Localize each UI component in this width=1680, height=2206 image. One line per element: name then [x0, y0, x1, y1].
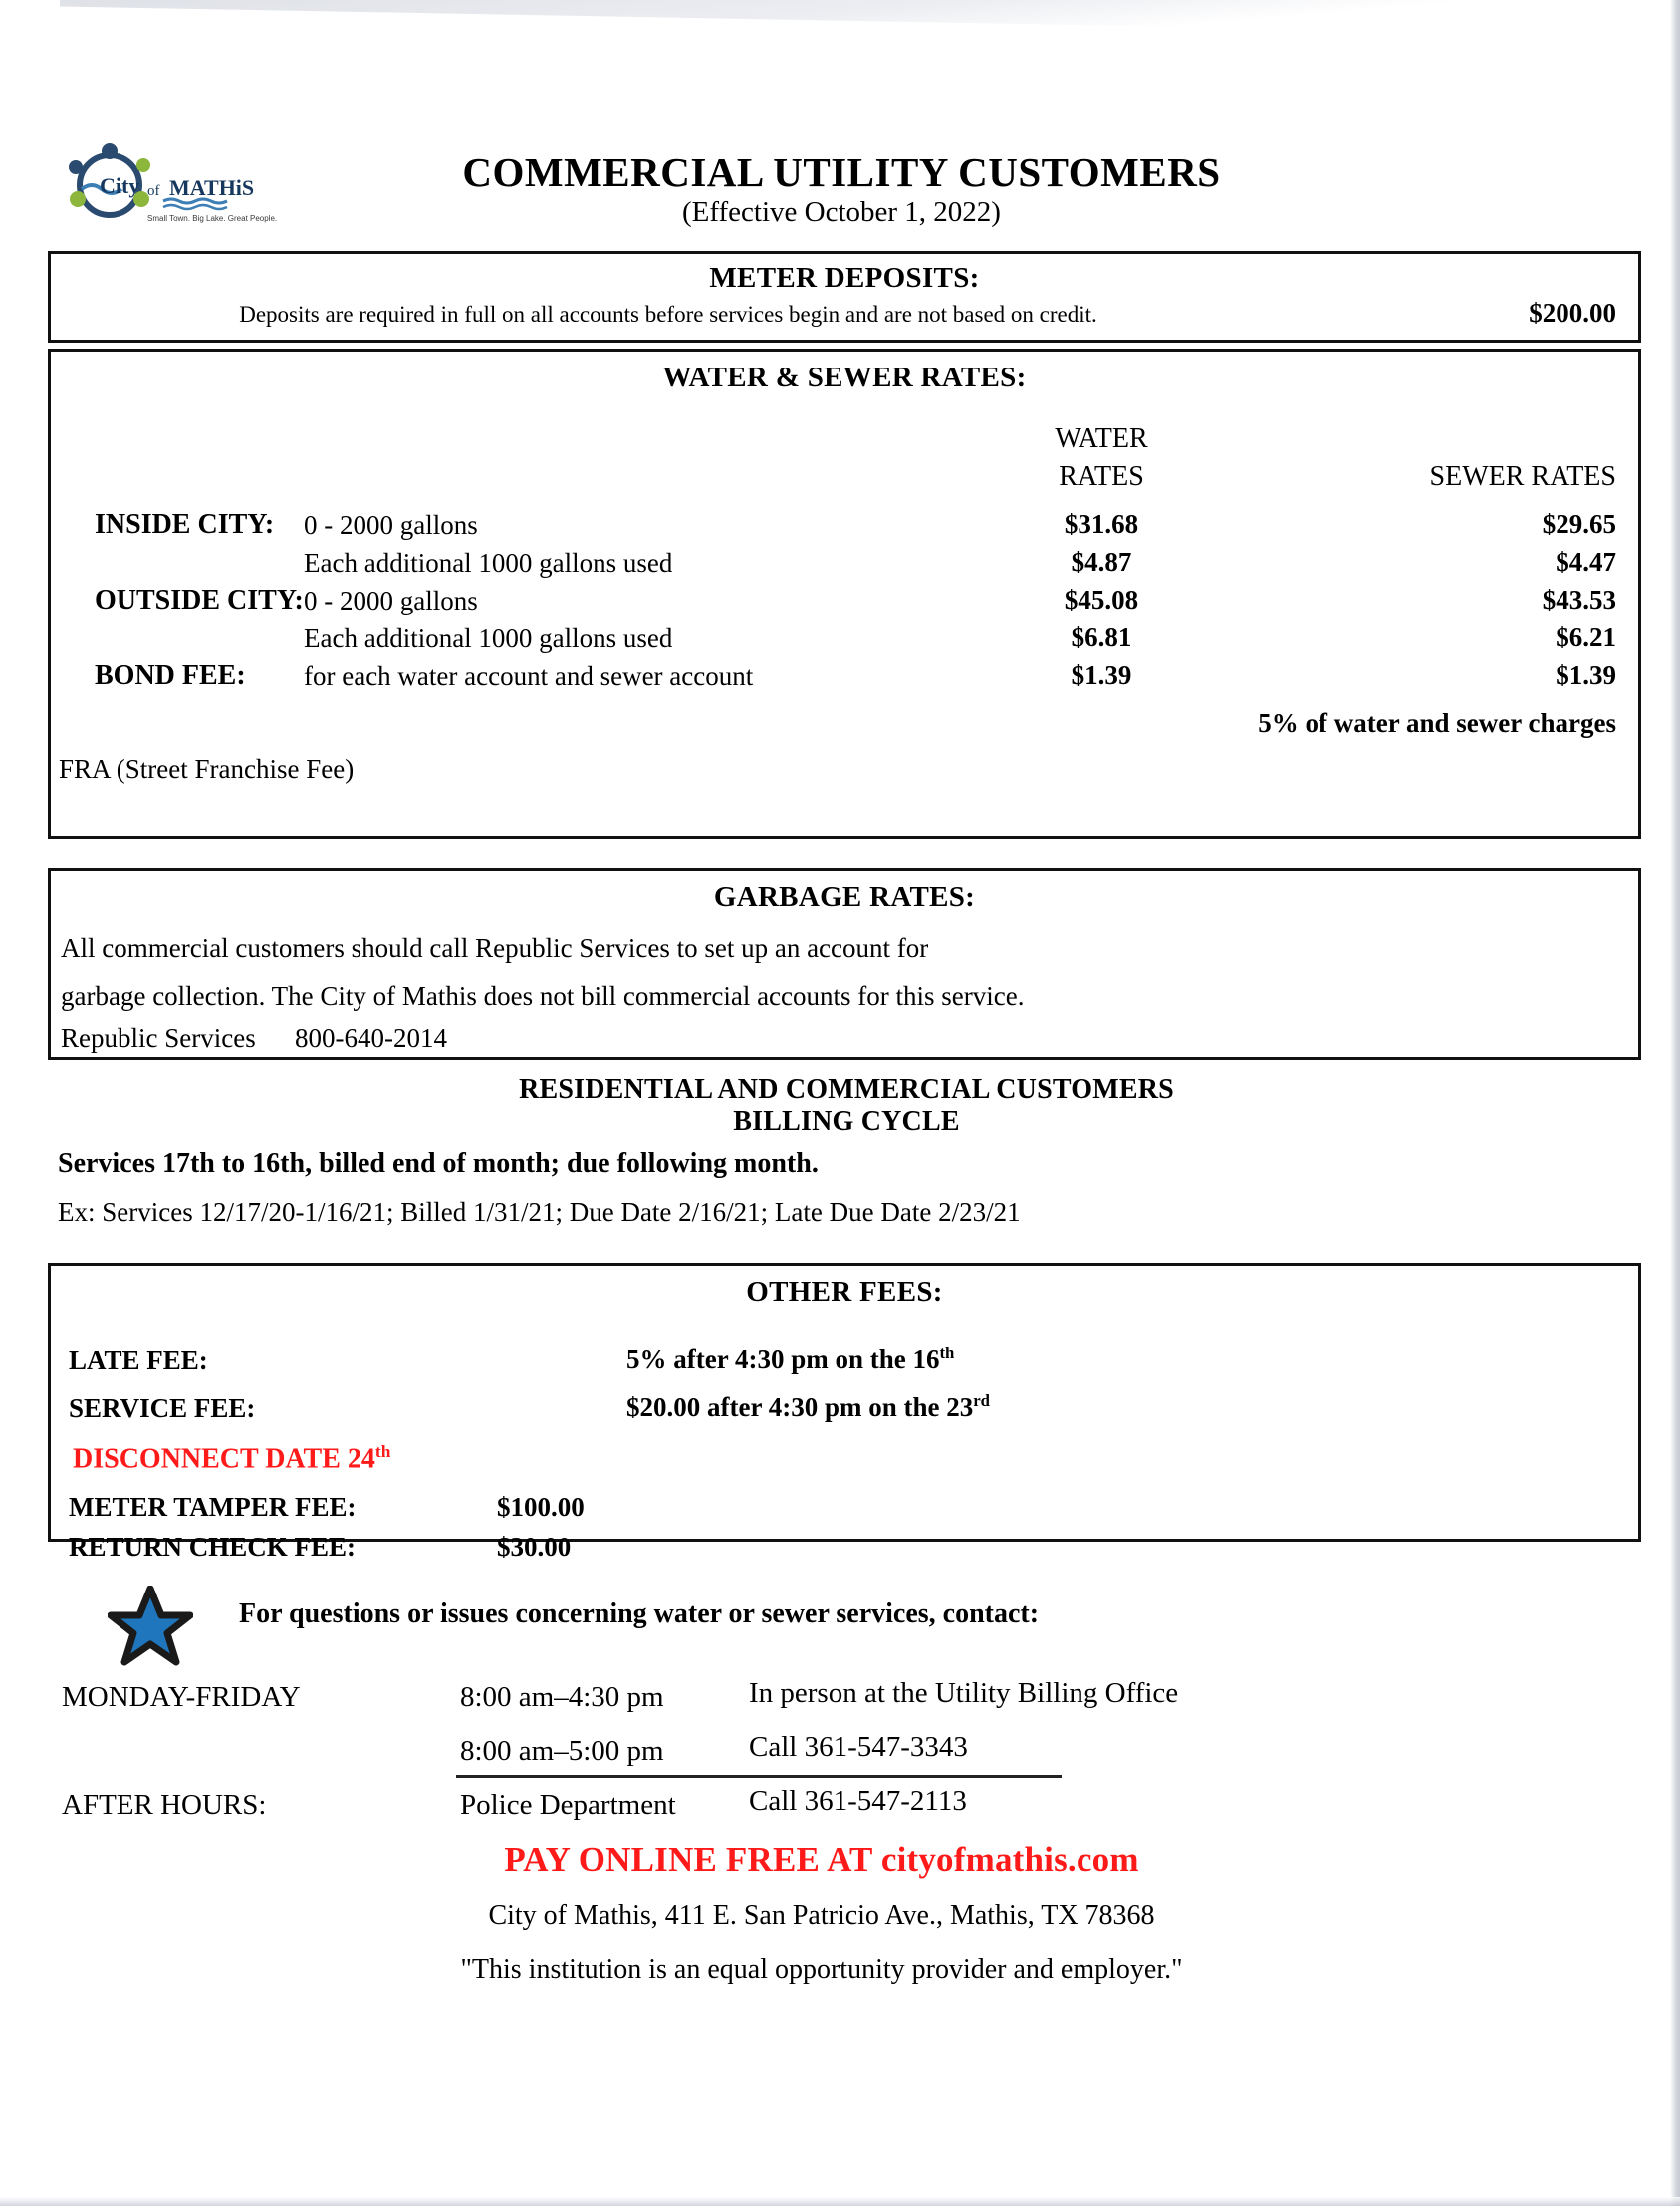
- rate-row: [51, 509, 1638, 547]
- billing-cycle-heading-line1: RESIDENTIAL AND COMMERCIAL CUSTOMERS: [519, 1074, 1174, 1104]
- service-fee-ordinal-suffix: rd: [973, 1391, 990, 1410]
- garbage-rates-section: [48, 868, 1641, 1060]
- rate-sewer-value: $6.21: [1556, 622, 1616, 652]
- fra-label: FRA (Street Franchise Fee): [59, 754, 355, 784]
- city-of-mathis-logo: [52, 137, 279, 229]
- meter-deposits-section: [48, 251, 1641, 343]
- water-sewer-heading: WATER & SEWER RATES:: [662, 362, 1027, 393]
- rate-water-value: $31.68: [1064, 509, 1139, 539]
- rate-water-value: $4.87: [1071, 547, 1132, 577]
- svg-text:Small Town. Big Lake. Great Pe: Small Town. Big Lake. Great People.: [147, 214, 278, 223]
- garbage-line-1: All commercial customers should call Republic Services to set up an account for: [61, 933, 929, 963]
- rate-description: 0 - 2000 gallons: [304, 586, 478, 615]
- disconnect-date-notice: [73, 1442, 390, 1475]
- rate-row: [51, 660, 1638, 698]
- scan-artifact-top: [60, 0, 1680, 36]
- meter-deposits-note: Deposits are required in full on all accounts before services begin and are not based on credit.: [239, 302, 1097, 327]
- rate-water-value: $6.81: [1071, 622, 1132, 652]
- rate-water-value: $1.39: [1071, 660, 1132, 690]
- rate-category: BOND FEE:: [95, 660, 246, 691]
- contact-note: In person at the Utility Billing Office: [749, 1677, 1179, 1709]
- rate-row: [51, 585, 1638, 622]
- service-fee-value: [626, 1391, 990, 1423]
- rate-description: 0 - 2000 gallons: [304, 510, 478, 540]
- billing-cycle-heading-line2: BILLING CYCLE: [733, 1106, 960, 1137]
- disconnect-ordinal-suffix: th: [374, 1442, 391, 1461]
- other-fees-section: [48, 1263, 1641, 1562]
- pay-online-banner: PAY ONLINE FREE AT cityofmathis.com: [504, 1840, 1139, 1879]
- contact-time: Police Department: [460, 1789, 676, 1821]
- fra-value: 5% of water and sewer charges: [1258, 708, 1616, 738]
- contact-day: MONDAY-FRIDAY: [62, 1681, 301, 1713]
- contact-heading: For questions or issues concerning water or sewer services, contact:: [239, 1598, 1040, 1629]
- meter-tamper-fee-value: $100.00: [497, 1492, 585, 1522]
- contact-note: Call 361-547-3343: [749, 1731, 968, 1763]
- meter-tamper-fee-label: METER TAMPER FEE:: [69, 1492, 357, 1522]
- return-check-fee-value: $30.00: [497, 1532, 572, 1562]
- garbage-line-2: garbage collection. The City of Mathis does not bill commercial accounts for this service.: [61, 981, 1025, 1011]
- service-fee-label: SERVICE FEE:: [69, 1393, 256, 1423]
- rate-description: Each additional 1000 gallons used: [304, 623, 673, 653]
- billing-cycle-rule: Services 17th to 16th, billed end of month; due following month.: [58, 1148, 819, 1179]
- late-fee-value: [626, 1344, 954, 1375]
- rate-category: INSIDE CITY:: [95, 509, 275, 540]
- column-header-water-line2: RATES: [1059, 461, 1144, 492]
- contact-time: 8:00 am–5:00 pm: [460, 1735, 664, 1767]
- garbage-provider: Republic Services: [61, 1023, 256, 1053]
- late-fee-label: LATE FEE:: [69, 1346, 208, 1375]
- late-fee-value-text: 5% after 4:30 pm on the 16: [626, 1345, 940, 1374]
- late-fee-ordinal-suffix: th: [939, 1344, 955, 1362]
- contact-day: AFTER HOURS:: [62, 1789, 267, 1821]
- meter-deposits-amount: $200.00: [1529, 298, 1616, 328]
- scan-artifact-right: [1670, 0, 1680, 2206]
- rate-description: for each water account and sewer account: [304, 661, 754, 691]
- city-address: City of Mathis, 411 E. San Patricio Ave., Mathis, TX 78368: [488, 1900, 1155, 1931]
- meter-deposits-heading: METER DEPOSITS:: [709, 262, 980, 294]
- billing-cycle-example: Ex: Services 12/17/20-1/16/21; Billed 1/31/21; Due Date 2/16/21; Late Due Date 2/23/21: [58, 1197, 1021, 1227]
- rate-sewer-value: $43.53: [1542, 585, 1616, 614]
- contact-row-underline: [456, 1775, 1062, 1778]
- star-icon: [108, 1586, 193, 1667]
- rate-sewer-value: $1.39: [1556, 660, 1616, 690]
- scan-artifact-bottom: [0, 2197, 1680, 2206]
- rate-water-value: $45.08: [1064, 585, 1139, 614]
- contact-time: 8:00 am–4:30 pm: [460, 1681, 664, 1713]
- svg-text:City: City: [100, 173, 140, 198]
- page-title: COMMERCIAL UTILITY CUSTOMERS: [462, 149, 1221, 195]
- rate-row: [51, 547, 1638, 585]
- effective-date: (Effective October 1, 2022): [682, 196, 1001, 228]
- water-sewer-rates-section: [48, 349, 1641, 839]
- svg-text:MATHiS: MATHiS: [169, 175, 255, 200]
- disconnect-date-text: DISCONNECT DATE 24: [73, 1443, 375, 1475]
- rate-row: [51, 622, 1638, 660]
- contact-note: Call 361-547-2113: [749, 1785, 967, 1817]
- garbage-heading: GARBAGE RATES:: [713, 881, 976, 913]
- rate-category: OUTSIDE CITY:: [95, 585, 304, 615]
- column-header-sewer: SEWER RATES: [1429, 461, 1616, 492]
- garbage-provider-phone: 800-640-2014: [295, 1023, 447, 1053]
- rate-sewer-value: $29.65: [1542, 509, 1616, 539]
- other-fees-heading: OTHER FEES:: [746, 1276, 943, 1308]
- column-header-water-line1: WATER: [1055, 423, 1148, 454]
- rate-sewer-value: $4.47: [1556, 547, 1616, 577]
- svg-text:of: of: [147, 183, 160, 199]
- rate-description: Each additional 1000 gallons used: [304, 548, 673, 578]
- service-fee-value-text: $20.00 after 4:30 pm on the 23: [626, 1392, 974, 1422]
- return-check-fee-label: RETURN CHECK FEE:: [69, 1532, 357, 1562]
- equal-opportunity-statement: "This institution is an equal opportunity provider and employer.": [460, 1954, 1183, 1985]
